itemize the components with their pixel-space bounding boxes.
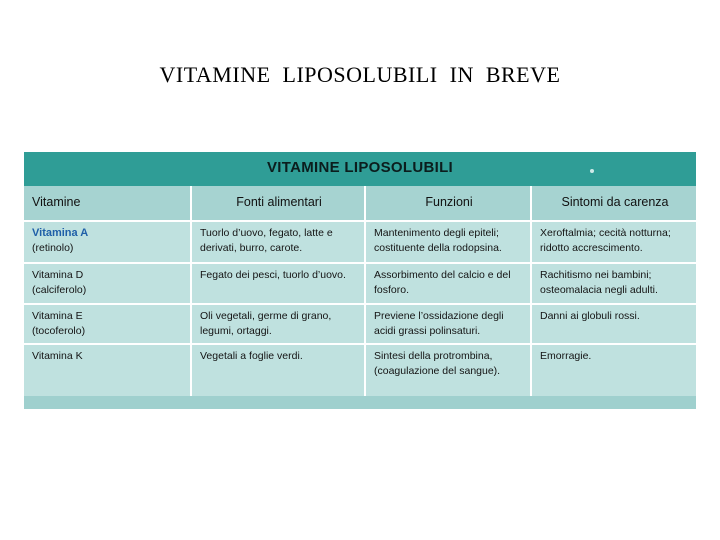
table-cell-functions: Assorbimento del calcio e del fosforo.: [366, 264, 532, 305]
table-cell-deficiency: Emorragie.: [532, 345, 696, 396]
vitamin-name: Vitamina A: [32, 227, 89, 239]
table-cell-functions: Mantenimento degli epiteli; costituente della rodopsina.: [366, 222, 532, 264]
vitamin-alt-name: (tocoferolo): [32, 325, 86, 337]
vitamin-alt-name: (calciferolo): [32, 284, 87, 296]
vitamin-name: Vitamina D: [32, 269, 84, 281]
vitamin-name: Vitamina K: [32, 350, 83, 362]
table-header-title: VITAMINE LIPOSOLUBILI: [266, 159, 454, 176]
decorative-dot: [590, 169, 594, 173]
vitamins-table: [24, 152, 696, 409]
column-header-sintomi: Sintomi da carenza: [532, 186, 696, 222]
table-cell-vitamin: [24, 222, 192, 264]
table-cell-sources: Vegetali a foglie verdi.: [192, 345, 366, 396]
table-cell-sources: Tuorlo d’uovo, fegato, latte e derivati, burro, carote.: [192, 222, 366, 264]
column-header-fonti: Fonti alimentari: [192, 186, 366, 222]
table-header-band: [24, 152, 696, 186]
table-cell-functions: Sintesi della protrombina, (coagulazione del sangue).: [366, 345, 532, 396]
table-cell-vitamin: [24, 305, 192, 345]
table-cell-deficiency: Rachitismo nei bambini; osteomalacia negli adulti.: [532, 264, 696, 305]
table-cell-vitamin: [24, 345, 192, 396]
table-cell-deficiency: Danni ai globuli rossi.: [532, 305, 696, 345]
table-cell-sources: Oli vegetali, germe di grano, legumi, ortaggi.: [192, 305, 366, 345]
table-cell-vitamin: [24, 264, 192, 305]
column-header-funzioni: Funzioni: [366, 186, 532, 222]
table-cell-deficiency: Xeroftalmia; cecità notturna; ridotto accrescimento.: [532, 222, 696, 264]
page-title: VITAMINE LIPOSOLUBILI IN BREVE: [159, 62, 561, 87]
table-cell-sources: Fegato dei pesci, tuorlo d’uovo.: [192, 264, 366, 305]
vitamin-name: Vitamina E: [32, 310, 83, 322]
vitamin-alt-name: (retinolo): [32, 242, 74, 254]
table-grid: [24, 186, 696, 409]
column-header-vitamine: Vitamine: [24, 186, 192, 222]
table-cell-functions: Previene l’ossidazione degli acidi grassi polinsaturi.: [366, 305, 532, 345]
